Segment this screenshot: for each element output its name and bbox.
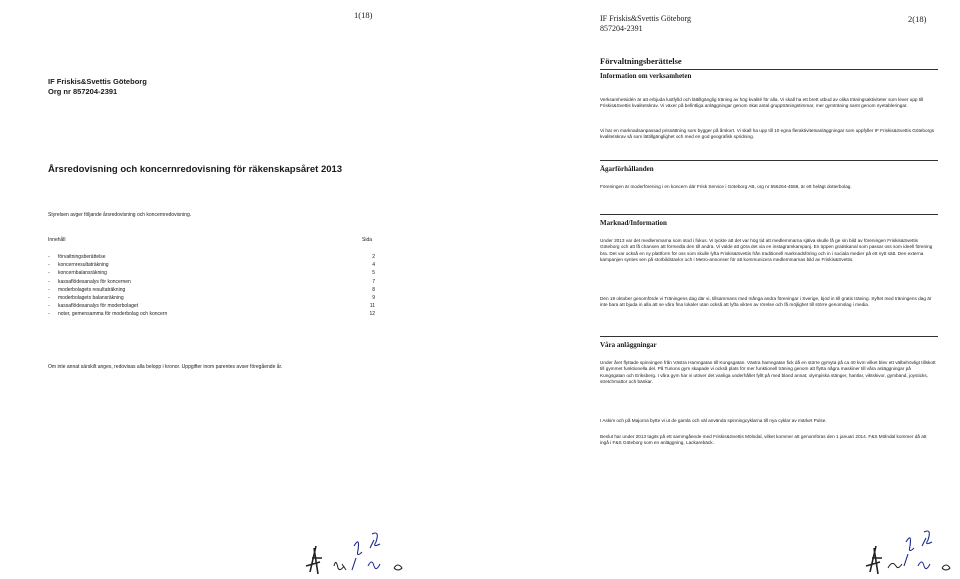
info-paragraph-2: Vi har en marknadsanpassad prissättning som bygger på årskort. Vi skall ha upp till 10 egna fleraktivitetsanläggningar som uppfyller IF Friskis&Svettis Göteborgs kvalitetskrav så som lättillgänglighet och med en god geografisk spridning. [600, 128, 935, 140]
divider [600, 336, 938, 337]
info-paragraph-1: Verksamhetsidén är att erbjuda lustfylld och lättillgänglig träning av hög kvalité för alla. Vi skall ha ett brett utbud av olika träningsaktiviteter som lever upp till Friskis&Svettis kvalitetskrav. Vi växer på befintliga anläggningar genom ökat antal gruppträningstimmar, mer gymträning samt genom nyetableringar. [600, 97, 924, 109]
signature-initials-right [862, 526, 960, 578]
toc-page-heading: Sida [362, 237, 373, 243]
toc-item: - förvaltningsberättelse 2 [48, 254, 375, 260]
facilities-paragraph-1: Under året flyttade spinningen från Västra Hamngatan till Kungsgatan. Västra hamngatan fick då en större gymyta på ca 40 kvm vilket blev ett välbehövligt tillskott till gymmet funktionella del. På Turions gym skapade vi också plats för mer funktionell träning genom att flytta några maskiner till våra anläggningar på Kungsgatan och Eriksberg. I våra gym har vi utöver det vanliga underhållet fyllt på med bland annat; olympiska stänger, hantlar, viktskivor, gymband, joysticks, stretchmattor och bänkar. [600, 360, 936, 384]
toc-item: - moderbolagets balansräkning 9 [48, 294, 375, 301]
owner-heading: Ägarförhållanden [600, 165, 654, 173]
toc-heading: Innehåll [48, 237, 66, 243]
toc-item: - kassaflödesanalys för moderbolaget 11 [48, 303, 375, 310]
owner-paragraph: Föreningen är moderförening i en koncern där Frisk Service i Göteborg AB, org nr 556264-4558, är ett helägt dotterbolag. [600, 184, 852, 189]
facilities-paragraph-3: Beslut har under 2013 tagits på ett sammgående med Friskis&Svettis Mölndal, vilket kommer att genomföras den 1 januari 2014. F&S Mölndal kommer då att ingå i F&S Göteborg som en anläggning, Lackarebäck. [600, 434, 927, 446]
toc-item: - noter, gemensamma för moderbolag och koncern 12 [48, 311, 375, 318]
org-number: Org nr 857204-2391 [48, 87, 118, 96]
right-page [480, 0, 960, 579]
header-org-number: 857204-2391 [600, 24, 643, 33]
market-heading: Marknad/Information [600, 219, 667, 227]
signature-initials-left [300, 528, 420, 578]
divider [600, 160, 938, 161]
amounts-note: Om inte annat särskilt anges, redovisas alla belopp i kronor. Uppgifter inom parentes avser föregående år. [48, 364, 283, 370]
divider [600, 69, 938, 70]
info-heading: Information om verksamheten [600, 72, 692, 80]
toc-item: - koncernresultaträkning 4 [48, 262, 375, 269]
intro-text: Styrelsen avger följande årsredovisning och koncernredovisning. [48, 212, 192, 218]
document-title: Årsredovisning och koncernredovisning för räkenskapsåret 2013 [48, 164, 343, 175]
section-title: Förvaltningsberättelse [600, 56, 682, 66]
org-block [48, 77, 147, 97]
page-number: 2(18) [908, 14, 927, 24]
market-paragraph-1: Under 2013 var det medlemmarna som stod i fokus. Vi tyckte att det var hög tid att medlemmarna själva skulle få ge sin bild av föreningen Friskis&Svettis Göteborg och att få chansen att förmedla den till andra. Vi valde att göra det via en instagramkampanj. En öppen gratiskanal som passar oss som ideell förening bra. Det var också en ny plattform för oss som skulle lyfta Friskis&Svettis från traditionell marknadsföring och in i sociala medier på ett nytt sätt. Den externa kampanjen syntes sen på storbildstavlor och i Metro-annonser för att kommunicera medlemmarnas bild av Friskis&Svettis. [600, 238, 933, 262]
page-header [600, 14, 691, 34]
market-paragraph-2: Den 19 oktober genomförde vi Träningens dag där vi, tillsammans med många andra föreningar i Sverige, bjöd in till gratis träning. Syftet med träningens dag är inte bara att bjuda in alla att se våra fina lokaler utan också att lyfta vikten av rörelse och få möjlighet till större genomslag i media. [600, 296, 932, 308]
header-org-name: IF Friskis&Svettis Göteborg [600, 14, 691, 23]
toc-item: - moderbolagets resultaträkning 8 [48, 286, 375, 293]
facilities-paragraph-2: I Askim och på Majorna bytte vi ut de gamla och väl använda spinningcyklarna till nya cyklar av märket Pulse. [600, 418, 827, 423]
divider [600, 214, 938, 215]
page-number: 1(18) [354, 10, 373, 20]
toc-item: - kassaflödesanalys för koncernen 7 [48, 278, 375, 285]
toc-item: - koncernbalansräkning 5 [48, 270, 375, 277]
facilities-heading: Våra anläggningar [600, 341, 657, 349]
org-name: IF Friskis&Svettis Göteborg [48, 77, 147, 86]
table-of-contents [48, 253, 375, 319]
